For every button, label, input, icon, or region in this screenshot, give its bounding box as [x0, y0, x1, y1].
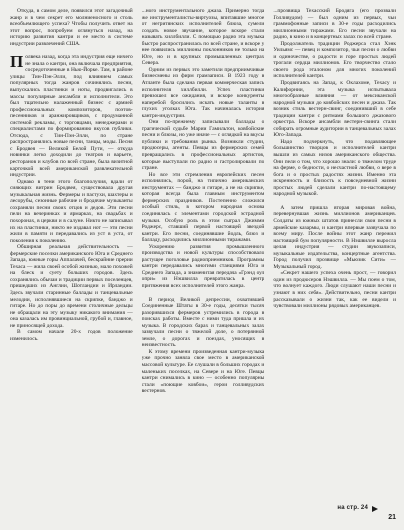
continued-on-label: на стр. 24: [337, 505, 368, 511]
paragraph: Откуда, в самом деле, появился этот загадочный жанр и в чем секрет его молниеносного и столь всеобъемлющего успеха? Чтобы получить ответ на этот вопрос, попробуем оглянуться назад, на историю развития кантри и ее место в системе индустрии развлечений США.: [10, 8, 133, 47]
article-column-2: [142, 8, 265, 496]
paragraph-text: олвека назад, когда эта индустрия еще ничего не знала о кантри, она включала предприятия, сосредоточенные в Нью-Йорке. Там, в районе улицы Тин-Пэн-Элли, под влиянием самых популярных тогда жанров сочинялись песни, выпускались пластинки и ноты, продвигались в массы популярные ансамбли и исполнители. Это был тщательно налаженный бизнес с армией профессиональных композиторов, поэтов-песенников и аранжировщиков, с продуманной системой рекламы, с торговцами, менеджерами и специалистами по формированию вкусов публики. Отсюда, с Тин-Пэн-Элли, по стране распространялись новые песни, танцы, моды. Песня с Бродвея — Великой Белой Пути, — откуда новинки легко доходили до театров и варьете, ресторанов и клубов по всей стране, была визитной карточкой всей американской развлекательной индустрии.: [10, 54, 133, 179]
paragraph: В период Великой депрессии, охватившей Соединенные Штаты в 30-е годы, десятки тысяч разорившихся фермеров устремились в города в поисках работы. Вместе с ними туда пришла и их музыка. В городских барах и танцевальных залах зазвучали песни о тяжелой доле, о потерянной земле, о дорогах и поездах, уносящих в неизвестность.: [141, 296, 265, 349]
paragraph: ...ного инструментального джаза. Примерно тогда же инструменталисты-виртуозы, впитавшие многое от негритянских исполнителей блюза, сумели создать новое звучание, которое вскоре стали называть хиллбилли. С помощью радио эта музыка быстро распространилась по всей стране, и вскоре у нее появились миллионы поклонников не только на Юге, но и в крупных промышленных центрах Севера.: [141, 8, 265, 67]
section-break: [142, 290, 265, 297]
section-break: [273, 198, 396, 205]
article-column-1: [10, 8, 133, 496]
paragraph: [10, 54, 133, 178]
paragraph: К этому времени произведенная кантри-музыка уже прочно заняла свое место в американской массовой культуре. Ее слушали в больших городах и маленьких поселках, на Севере и на Юге. Певцы кантри снимались в кино — особенно популярны стали «поющие ковбои», герои голливудских вестернов.: [141, 348, 265, 395]
paragraph: Одним из первых это заметили предприимчивые бизнесмены из фирм грамзаписи. В 1923 году в Атланте была сделана первая коммерческая запись исполнителя хиллбилли. Успех пластинки превзошел все ожидания, и вскоре конкуренты наперебой бросились искать новые таланты в глухих уголках Юга. Так начиналась история кантри-индустрии.: [141, 66, 265, 119]
paragraph: Но все эти стремления европейских песен исполнялись, порой, на типично американских инструментах — банджо и гитаре, а не на скрипке, которая всегда была главным инструментом фермерских праздников. Постепенно сложился особый стиль, в котором народная основа соединялась с элементами городской эстрадной музыки. Особую роль в этом сыграл Джимми Роджерс, ставший первой настоящей звездой кантри. Его песни, соединявшие йодль, блюз и балладу, расходились миллионными тиражами.: [141, 171, 265, 244]
magazine-page: [10, 8, 396, 520]
paragraph: Надо подчеркнуть, что подавляющее большинство творцов и исполнителей кантри вышли из самых низов американского общества. Они пели о том, что хорошо знали: о тяжелом труде на ферме, о бедности, о несчастной любви, о вере в бога и о простых радостях жизни. Именно эта искренность и близость к повседневной жизни простых людей сделали кантри по-настоящему народной музыкой.: [273, 138, 397, 198]
paragraph: Однако в тени этого благополучия, вдали от сияющих витрин Бродвея, существовала другая музыкальная жизнь. Фермеры и пастухи, шахтеры и лесорубы, сезонные рабочие и бродячие музыканты сохраняли песни своих отцов и дедов. Эти песни пели на вечеринках и ярмарках, на свадьбах и похоронах, в церкви и в салуне. Никто не записывал их на пластинки, никто не издавал нот — эти песни жили в памяти и передавались из уст в уста, от поколения к поколению.: [10, 178, 133, 244]
paragraph: Продвигаясь на Запад, к Оклахоме, Техасу и Калифорнии, эта музыка испытывала многообразные влияния — от мексиканской народной музыки до ковбойских песен и джаза. Так возник стиль вестерн-свинг, соединивший в себе традиции кантри с ритмами большого джазового оркестра. Вскоре ансамбли вестерн-свинга стали собирать огромные аудитории в танцевальных залах Юго-Запада.: [273, 80, 397, 139]
paragraph: Они по-прежнему записывали баллады о трагической судьбе Марии Гамильтон, ковбойские песни и блюзы, но уже иначе — с оглядкой на вкусы публики и требования рынка. Возникли студии, продюсеры, агенты. Певцы из фермерских семей превращались в профессиональных артистов, которые выступали по радио и гастролировали по стране.: [141, 119, 265, 172]
paragraph: А затем пришла вторая мировая война, перевернувшая жизнь миллионов американцев. Солдаты из южных штатов принесли свои песни в армейские казармы, и кантри впервые зазвучала по всему миру. После войны этот жанр пережил настоящий бум популярности. В Нэшвилле выросла целая индустрия — студии звукозаписи, музыкальные издательства, концертные агентства. Город получил прозвище «Мьюзик Сити» — Музыкальный город.: [273, 204, 397, 270]
arrow-right-icon: [372, 506, 378, 512]
paragraph: Продолжатель традиции Роджерса стал Хэнк Уильямс — певец и композитор, чьи песни о любви и одиночестве, о радости и горе простых людей трогали сердца миллионов. Его творчество стало своего рода эталоном для многих поколений исполнителей кантри.: [273, 40, 397, 80]
drop-cap: П: [10, 52, 24, 72]
paragraph: «Секрет нашего успеха очень прост, — говорил один из продюсеров Нэшвилла. — Мы поем о том, что волнует каждого. Люди слушают наши песни и узнают в них себя». Действительно, песни кантри рассказывали о жизни так, как ее видели и чувствовали миллионы рядовых американцев.: [273, 270, 397, 310]
page-footer: [10, 505, 396, 519]
paragraph: Обширная реальная действительность — фермерские поселки американского Юга и Среднего Запада, южные горы Аппалачей, бескрайние прерии Техаса — жила своей особой жизнью, мало похожей на блеск и суету больших городов. Здесь сохранялись обычаи и традиции первых поселенцев, пришедших из Англии, Шотландии и Ирландии. Здесь звучали старинные баллады и танцевальные мелодии, исполнявшиеся на скрипке, банджо и гитаре. Но до поры до времени столичные дельцы не обращали на эту музыку никакого внимания — она казалась им провинциальной, грубой и, главное, не приносящей дохода.: [10, 244, 133, 329]
article-columns: [10, 8, 396, 496]
paragraph: Ускорению развития промышленного производства и новой культуры способствовало растущее поголовье радиоприемников. Программы кантри передавались многими станциями Юга и Среднего Запада, а знаменитая передача «Грэнд оул опри» из Нэшвилла превратилась в центр притяжения всех исполнителей этого жанра.: [141, 243, 265, 289]
article-column-3: [273, 8, 396, 496]
page-number: 21: [388, 514, 396, 521]
paragraph: ...прозвища Техасский Бродяга (его прозвали Голливудом) — был одним из первых, чьи граммофонные записи в 30-е годы расходились миллионными тиражами. Его песни звучали на радио, в кино и в концертных залах по всей стране.: [273, 8, 397, 41]
paragraph: В самом начале 20-х годов положение изменилось.: [10, 329, 133, 342]
